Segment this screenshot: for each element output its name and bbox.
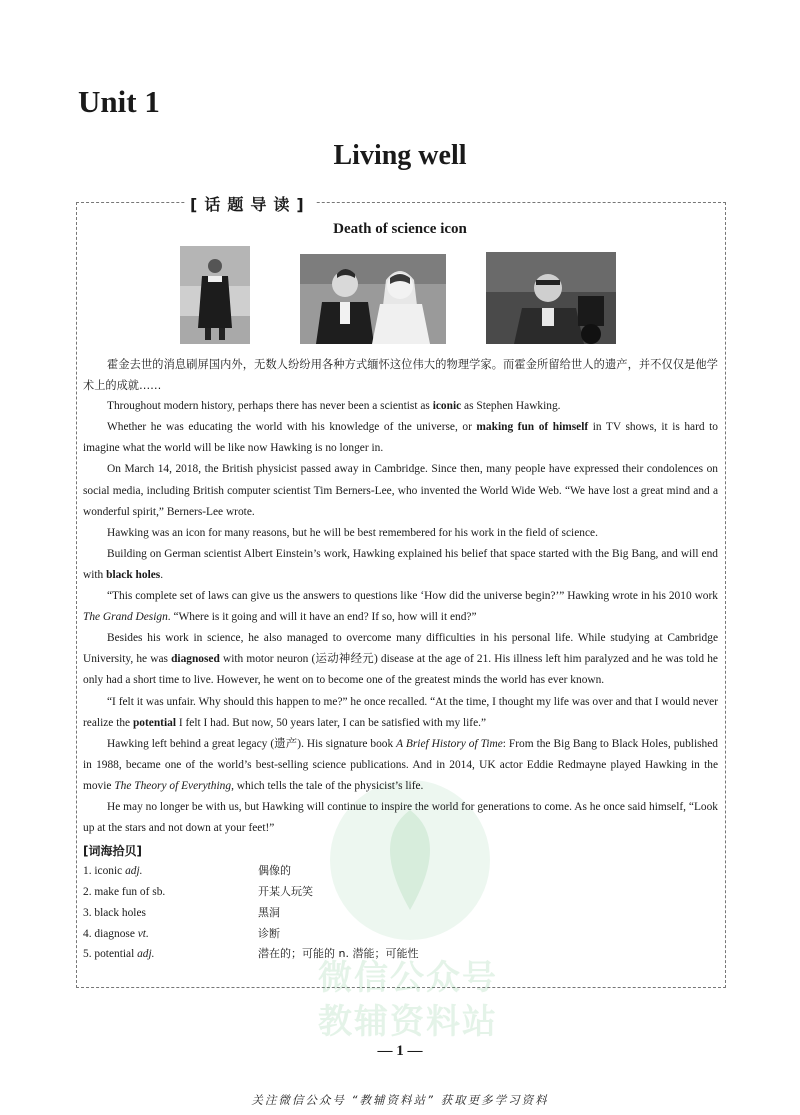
text-run: “This complete set of laws can give us the answers to questions like ‘How did the universe begin?’” Hawking wrote in his 2010 work — [107, 590, 718, 603]
paragraph — [83, 396, 718, 417]
paragraph — [83, 734, 718, 797]
vocab-list — [83, 861, 718, 965]
wedding-photo — [300, 254, 446, 344]
vocab-word: make fun of sb. — [94, 885, 166, 898]
vocab-item — [83, 944, 718, 965]
zh-intro: 霍金去世的消息刷屏国内外，无数人纷纷用各种方式缅怀这位伟大的物理学家。而霍金所留给世人的遗产，并不仅仅是他学术上的成就…… — [83, 358, 718, 393]
vocab-item — [83, 861, 718, 882]
text-run: Whether he was educating the world with his knowledge of the universe, or — [107, 421, 477, 434]
graduation-photo — [180, 246, 250, 344]
text-run: in TV shows, it is hard to imagine what the world will be like now Hawking is no longer in. — [83, 421, 718, 455]
vocab-number: 3. — [83, 906, 95, 919]
vocab-pos: vt. — [134, 927, 149, 940]
text-run: . “Where is it going and will it have an end? If so, how will it end?” — [167, 611, 477, 624]
footer-note: 关注微信公众号 “教辅资料站” 获取更多学习资料 — [251, 1093, 549, 1107]
vocab-meaning: 诊断 — [258, 926, 280, 940]
key-term: iconic — [432, 400, 462, 413]
text-run: He may no longer be with us, but Hawking will continue to inspire the world for generations to come. As he once said himself, “Look up at the stars and not down at your feet!” — [83, 800, 718, 835]
vocab-title: [词海拾贝] — [83, 844, 142, 859]
vocab-term — [83, 924, 258, 945]
vocab-meaning: 偶像的 — [258, 864, 291, 878]
wheelchair-photo — [486, 252, 616, 344]
vocab-number: 4. — [83, 927, 95, 940]
vocab-item — [83, 903, 718, 924]
article-title: Death of science icon — [333, 221, 467, 237]
paragraph — [83, 523, 718, 544]
paragraph — [83, 692, 718, 734]
article-content — [83, 354, 718, 965]
title-ref: The Grand Design — [83, 611, 168, 624]
key-term: diagnosed — [171, 653, 220, 666]
section-label: [话题导读] — [186, 192, 315, 215]
vocab-pos: adj. — [122, 865, 143, 878]
vocab-pos: adj. — [134, 948, 155, 961]
paragraph — [83, 459, 718, 522]
vocab-word: diagnose — [94, 927, 135, 940]
title-ref: A Brief History of Time — [396, 737, 503, 750]
unit-title: Unit 1 — [78, 84, 160, 119]
text-run: “I felt it was unfair. Why should this happen to me?” he once recalled. “At the time, I thought my life was over and that I would never realize the — [83, 695, 718, 729]
text-run: Hawking was an icon for many reasons, but he will be best remembered for his work in the field of science. — [107, 526, 598, 539]
text-run: . — [160, 568, 164, 581]
text-run: as Stephen Hawking. — [461, 400, 561, 413]
vocab-term — [83, 944, 258, 965]
watermark-line2: 教辅资料站 — [318, 1002, 498, 1042]
article-body — [83, 396, 718, 839]
vocab-number: 2. — [83, 885, 95, 898]
vocab-number: 1. — [83, 865, 95, 878]
page-number: — 1 — — [377, 1043, 423, 1059]
vocab-meaning: 开某人玩笑 — [258, 884, 313, 898]
vocab-item — [83, 882, 718, 903]
vocab-term — [83, 882, 258, 903]
vocab-term — [83, 903, 258, 924]
key-term: potential — [132, 716, 177, 729]
text-run: On March 14, 2018, the British physicist passed away in Cambridge. Since then, many people have expressed their condolences on social media, including British computer scientist Tim Berners-Lee, who invented the World Wide Web. “We have lost a great mind and a wonderful spirit,” Berners-Lee wrote. — [83, 463, 718, 518]
paragraph — [83, 544, 718, 586]
text-run: : From the Big Bang to Black Holes, published in 1988, became one of the world’s best-selling science publications. And in 2014, UK actor Eddie Redmayne played Hawking in the movie — [83, 737, 718, 792]
vocab-number: 5. — [83, 948, 95, 961]
text-run: Building on German scientist Albert Einstein’s work, Hawking explained his belief that space started with the Big Bang, and will end with — [83, 547, 718, 581]
paragraph — [83, 628, 718, 691]
paragraph — [83, 586, 718, 628]
vocab-meaning: 黑洞 — [258, 905, 280, 919]
vocab-word: potential — [94, 948, 135, 961]
text-run: I felt I had. But now, 50 years later, I can be satisfied with my life.” — [176, 716, 487, 729]
key-term: making fun of himself — [476, 421, 589, 434]
vocab-item — [83, 924, 718, 945]
vocab-meaning: 潜在的；可能的 n. 潜能；可能性 — [258, 947, 419, 961]
vocab-word: iconic — [94, 865, 123, 878]
key-term: black holes — [106, 568, 161, 581]
text-run: with motor neuron (运动神经元) disease at the age of 21. His illness left him paralyzed and he was told he only had a short time to live. However, he went on to become one of the greatest minds the world has ever known. — [83, 653, 718, 687]
text-run: Hawking left behind a great legacy (遗产). His signature book — [107, 737, 397, 750]
text-run: , which tells the tale of the physicist’s life. — [231, 779, 424, 792]
paragraph — [83, 797, 718, 839]
title-ref: The Theory of Everything — [114, 779, 232, 792]
vocab-word: black holes — [94, 906, 146, 919]
paragraph — [83, 417, 718, 459]
vocab-term — [83, 861, 258, 882]
text-run: Throughout modern history, perhaps there has never been a scientist as — [107, 400, 433, 413]
lesson-title: Living well — [333, 140, 467, 171]
text-run: Besides his work in science, he also managed to overcome many difficulties in his personal life. While studying at Cambridge University, he was — [83, 632, 718, 666]
watermark-line1: 微信公众号 — [318, 958, 498, 998]
